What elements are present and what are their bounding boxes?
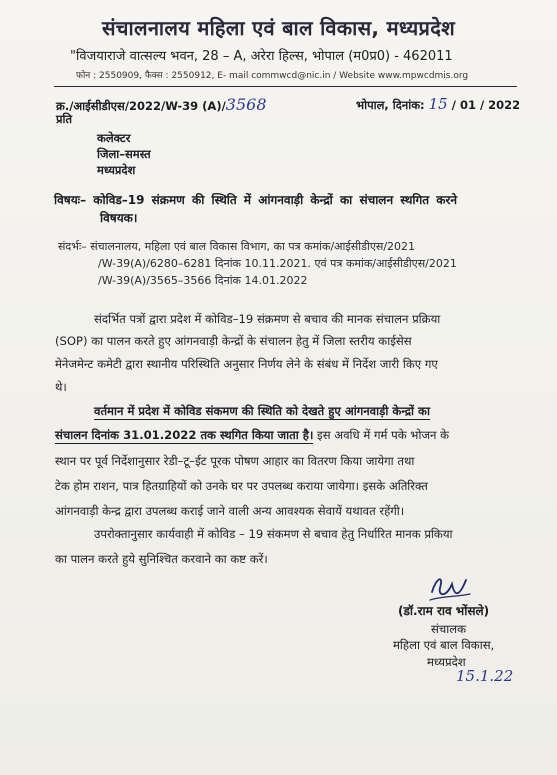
date-rest: / 01 / 2022: [451, 98, 521, 112]
signature-scrawl: [426, 570, 474, 606]
paragraph-line: [55, 430, 449, 442]
paragraph-line: उपरोक्तानुसार कार्यवाही में कोविड – 19 संकमण से बचाव हेतु निर्धारित मानक प्रकिया: [94, 527, 453, 541]
signatory-department: महिला एवं बाल विकास,: [393, 638, 495, 652]
reference-line: संदर्भः– संचालनालय, महिला एवं बाल विकास विभाग, का पत्र कमांक/आईसीडीएस/2021: [58, 240, 416, 253]
paragraph-bold-line: [94, 406, 430, 418]
paragraph-line: मेनेजमेन्ट कमेटी द्वारा स्थानीय परिस्थिति अनुसार निर्णय लेने के संबंध में निर्देश जारी किए गए: [55, 357, 438, 371]
paragraph-line: आंगनवाड़ी केन्द्र द्वारा उपलब्ध कराई जाने वाली अन्य आवश्यक सेवायें यथावत रहेंगी।: [55, 504, 405, 518]
date-handwritten-day: 15: [428, 95, 448, 113]
paragraph-line: संदर्भित पत्रों द्वारा प्रदेश में कोविड–19 संक्रमण से बचाव की मानक संचालन प्रक्रिया: [94, 312, 441, 326]
reference-number: [56, 95, 267, 114]
signatory-designation: संचालक: [431, 622, 466, 636]
letterhead-address: "विजयाराजे वात्सल्य भवन, 28 – A, अरेरा हिल्स, भोपाल (म0प्र0) - 462011: [70, 49, 453, 64]
letterhead-title: संचालनालय महिला एवं बाल विकास, मध्यप्रदेश: [101, 16, 456, 40]
reference-prefix: क्र./आईसीडीएस/2022/W-39 (A)/: [56, 99, 226, 113]
date-prefix: भोपाल, दिनांक:: [356, 98, 425, 112]
paragraph-line: टेक होम राशन, पात्र हितग्राहियों को उनके घर पर उपलब्ध कराया जायेगा। इसके अतिरिक्त: [55, 479, 428, 493]
handwritten-date: 15.1.22: [456, 667, 514, 685]
highlight-text: वर्तमान में प्रदेश में कोविड संकमण की स्थिति को देखते हुए आंगनवाड़ी केन्द्रों का: [94, 404, 430, 418]
subject-line: विषयक।: [100, 211, 138, 225]
paragraph-line: थे।: [55, 380, 67, 394]
signatory-state: मध्यप्रदेश: [427, 655, 466, 669]
subject-line: विषयः– कोविड–19 संक्रमण की स्थिति में आंगनवाड़ी केन्द्रों का संचालन स्थगित करने: [54, 193, 458, 207]
paragraph-line: का पालन करते हुये सुनिश्चित करवाने का कष्ट करें।: [55, 552, 268, 566]
recipient-line: मध्यप्रदेश: [97, 163, 136, 177]
reference-line: /W-39(A)/6280–6281 दिनांक 10.11.2021. एवं पत्र कमांक/आईसीडीएस/2021: [98, 257, 457, 270]
header-divider: [54, 86, 517, 87]
recipient-line: जिला–समस्त: [97, 147, 151, 161]
reference-line: /W-39(A)/3565–3566 दिनांक 14.01.2022: [98, 274, 308, 287]
letterhead-contact: फोन : 2550909, फैक्स : 2550912, E- mail commwcd@nic.in / Website www.mpwcdmis.org: [76, 71, 469, 81]
highlight-text: संचालन दिनांक 31.01.2022 तक स्थगित किया जाता है।: [55, 428, 314, 442]
paragraph-text: इस अवधि में गर्म पके भोजन के: [313, 428, 450, 442]
recipient-line: कलेक्टर: [97, 131, 131, 145]
paragraph-line: (SOP) का पालन करते हुए आंगनवाड़ी केन्द्रों के संचालन हेतु में जिला स्तरीय काईसेस: [55, 334, 412, 348]
letter-date: [356, 95, 520, 113]
reference-handwritten-number: 3568: [225, 95, 267, 114]
paragraph-line: स्थान पर पूर्व निर्देशानुसार रेडी–टू–ईट पूरक पोषण आहार का वितरण किया जायेगा तथा: [55, 454, 415, 468]
prati-label: प्रति: [56, 112, 73, 126]
signatory-name: (डॉ.राम राव भोंसले): [398, 604, 490, 618]
